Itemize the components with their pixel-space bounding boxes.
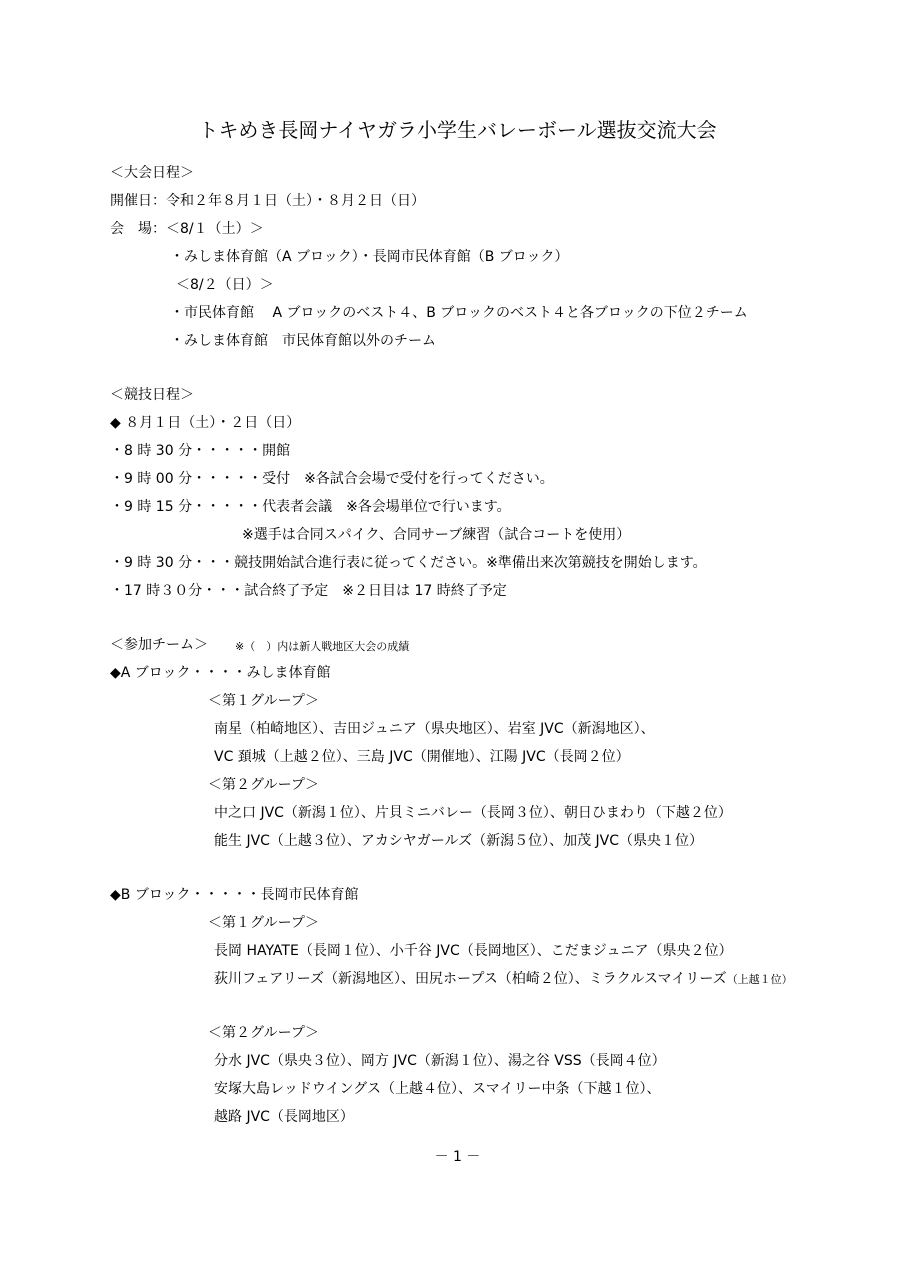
venue-day1: ・みしま体育館（A ブロック）・長岡市民体育館（B ブロック） bbox=[170, 249, 569, 265]
team-line-rank: （上越１位） bbox=[726, 973, 793, 986]
team-line: 越路 JVC（長岡地区） bbox=[214, 1109, 354, 1125]
venue-day2-city-gym: ・市民体育館 A ブロックのベスト４、B ブロックのベスト４と各ブロックの下位２チーム bbox=[170, 305, 748, 321]
venue-day2-mishima-gym: ・みしま体育館 市民体育館以外のチーム bbox=[170, 333, 436, 349]
competition-dates: ◆ ８月１日（土）・２日（日） bbox=[110, 415, 301, 431]
block-a-group2-label: ＜第２グループ＞ bbox=[208, 777, 319, 793]
block-b-group1-label: ＜第１グループ＞ bbox=[208, 915, 319, 931]
team-line: VC 頚城（上越２位）、三島 JVC（開催地）、江陽 JVC（長岡２位） bbox=[214, 749, 630, 765]
schedule-item: ・17 時３０分・・・試合終了予定 ※２日目は 17 時終了予定 bbox=[110, 583, 507, 599]
schedule-item: ・9 時 00 分・・・・・受付 ※各試合会場で受付を行ってください。 bbox=[110, 471, 554, 487]
block-b-group2-label: ＜第２グループ＞ bbox=[208, 1025, 319, 1041]
team-line-main: 荻川フェアリーズ（新潟地区）、田尻ホープス（柏崎２位）、ミラクルスマイリーズ bbox=[214, 971, 727, 987]
block-a-label: ◆A ブロック・・・・みしま体育館 bbox=[110, 665, 331, 681]
team-line bbox=[214, 970, 793, 989]
team-line: 南星（柏崎地区）、吉田ジュニア（県央地区）、岩室 JVC（新潟地区）、 bbox=[214, 721, 655, 737]
document-title: トキめき長岡ナイヤガラ小学生バレーボール選抜交流大会 bbox=[198, 118, 717, 142]
schedule-note: ※選手は合同スパイク、合同サーブ練習（試合コートを使用） bbox=[242, 527, 631, 543]
schedule-item: ・9 時 30 分・・・競技開始試合進行表に従ってください。※準備出来次第競技を開始します。 bbox=[110, 555, 707, 571]
venue-label: 会 場：＜8/１（土）＞ bbox=[110, 221, 264, 237]
team-line: 安塚大島レッドウイングス（上越４位）、スマイリー中条（下越１位）、 bbox=[214, 1081, 661, 1097]
block-a-group1-label: ＜第１グループ＞ bbox=[208, 693, 319, 709]
event-date: 開催日：令和２年８月１日（土）・８月２日（日） bbox=[110, 193, 425, 209]
competition-heading: ＜競技日程＞ bbox=[110, 387, 194, 403]
page-number: － 1 － bbox=[434, 1149, 481, 1165]
venue-day2-label: ＜8/２（日）＞ bbox=[176, 277, 274, 293]
schedule-item: ・8 時 30 分・・・・・開館 bbox=[110, 443, 291, 459]
schedule-heading: ＜大会日程＞ bbox=[110, 165, 194, 181]
schedule-item: ・9 時 15 分・・・・・代表者会議 ※各会場単位で行います。 bbox=[110, 499, 511, 515]
teams-note: ※（ ）内は新人戦地区大会の成績 bbox=[235, 640, 410, 653]
team-line: 中之口 JVC（新潟１位）、片貝ミニバレー（長岡３位）、朝日ひまわり（下越２位） bbox=[214, 805, 732, 821]
team-line: 能生 JVC（上越３位）、アカシヤガールズ（新潟５位）、加茂 JVC（県央１位） bbox=[214, 833, 704, 849]
team-line: 長岡 HAYATE（長岡１位）、小千谷 JVC（長岡地区）、こだまジュニア（県央２位） bbox=[214, 943, 733, 959]
teams-heading: ＜参加チーム＞ bbox=[110, 637, 208, 653]
block-b-label: ◆B ブロック・・・・・長岡市民体育館 bbox=[110, 887, 359, 903]
team-line: 分水 JVC（県央３位）、岡方 JVC（新潟１位）、湯之谷 VSS（長岡４位） bbox=[214, 1053, 666, 1069]
